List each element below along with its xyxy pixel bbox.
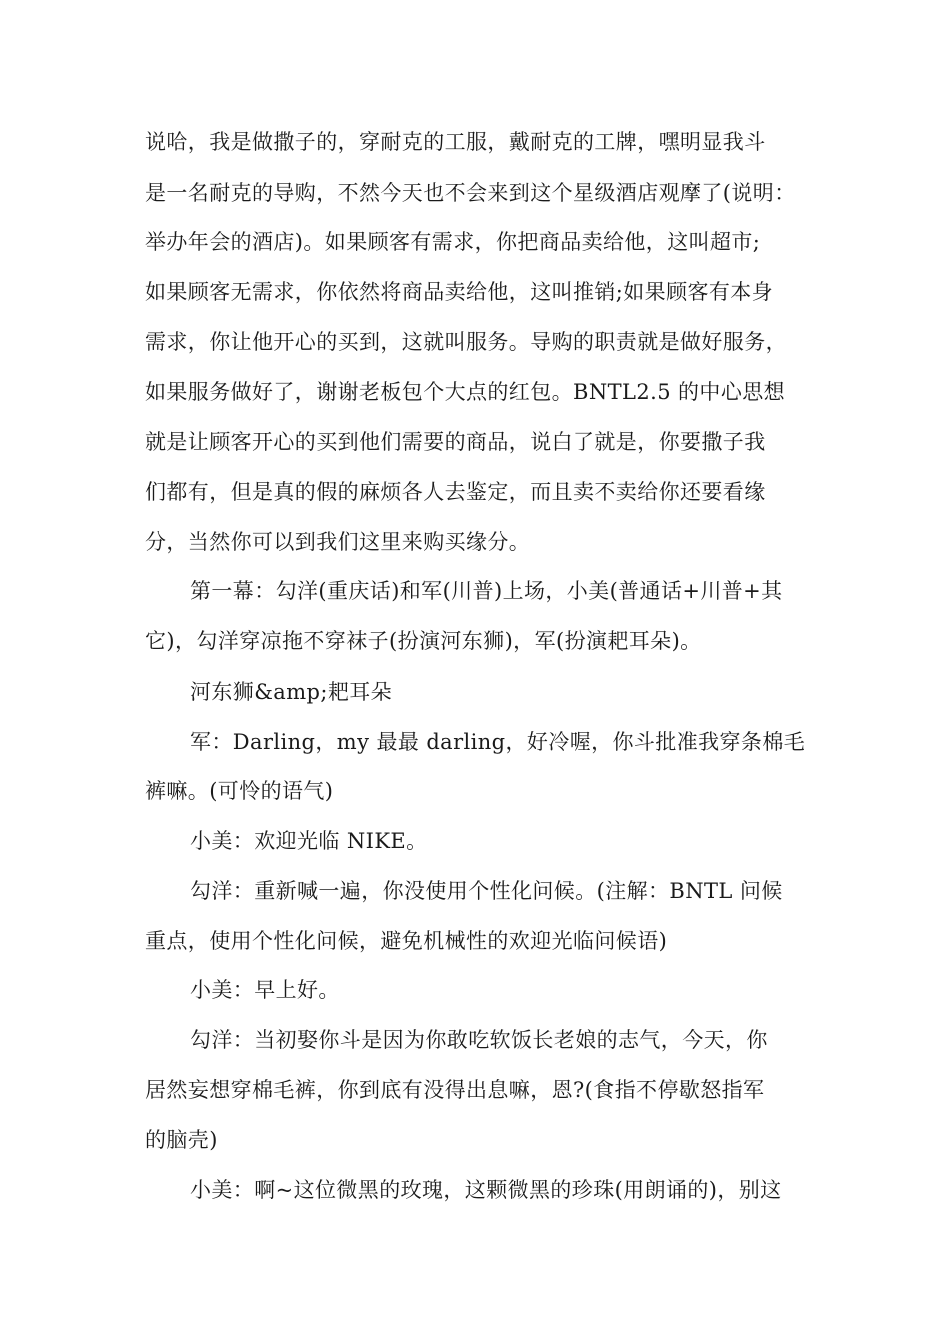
text-line: 说哈，我是做撒子的，穿耐克的工服，戴耐克的工牌，嘿明显我斗 xyxy=(145,130,766,154)
section-heading: 河东狮&amp;耙耳朵 xyxy=(190,680,393,704)
paragraph-start-line: 第一幕：勾洋(重庆话)和军(川普)上场，小美(普通话+川普+其 xyxy=(190,579,783,603)
text-line: 需求，你让他开心的买到，这就叫服务。导购的职责就是做好服务， xyxy=(145,330,787,354)
text-line: 举办年会的酒店)。如果顾客有需求，你把商品卖给他，这叫超市; xyxy=(145,230,761,254)
dialogue-line: 小美：早上好。 xyxy=(190,978,340,1002)
dialogue-line: 勾洋：重新喊一遍，你没使用个性化问候。(注解：BNTL 问候 xyxy=(190,879,783,903)
text-line: 们都有，但是真的假的麻烦各人去鉴定，而且卖不卖给你还要看缘 xyxy=(145,480,766,504)
text-line: 居然妄想穿棉毛裤，你到底有没得出息嘛，恩?(食指不停歇怒指军 xyxy=(145,1078,765,1102)
text-line: 是一名耐克的导购，不然今天也不会来到这个星级酒店观摩了(说明： xyxy=(145,181,796,205)
dialogue-line: 勾洋：当初娶你斗是因为你敢吃软饭长老娘的志气，今天，你 xyxy=(190,1028,768,1052)
dialogue-line: 军：Darling，my 最最 darling，好冷喔，你斗批准我穿条棉毛 xyxy=(190,730,806,754)
text-line: 如果服务做好了，谢谢老板包个大点的红包。BNTL2.5 的中心思想 xyxy=(145,380,786,404)
text-line: 裤嘛。(可怜的语气) xyxy=(145,779,334,803)
dialogue-line: 小美：啊~这位微黑的玫瑰，这颗微黑的珍珠(用朗诵的)，别这 xyxy=(190,1178,782,1202)
text-line: 分，当然你可以到我们这里来购买缘分。 xyxy=(145,530,531,554)
text-line: 的脑壳) xyxy=(145,1128,218,1152)
text-line: 它)，勾洋穿凉拖不穿袜子(扮演河东狮)，军(扮演耙耳朵)。 xyxy=(145,629,702,653)
text-line: 就是让顾客开心的买到他们需要的商品，说白了就是，你要撒子我 xyxy=(145,430,766,454)
dialogue-line: 小美：欢迎光临 NIKE。 xyxy=(190,829,428,853)
text-line: 重点，使用个性化问候，避免机械性的欢迎光临问候语) xyxy=(145,929,668,953)
text-line: 如果顾客无需求，你依然将商品卖给他，这叫推销;如果顾客有本身 xyxy=(145,280,774,304)
